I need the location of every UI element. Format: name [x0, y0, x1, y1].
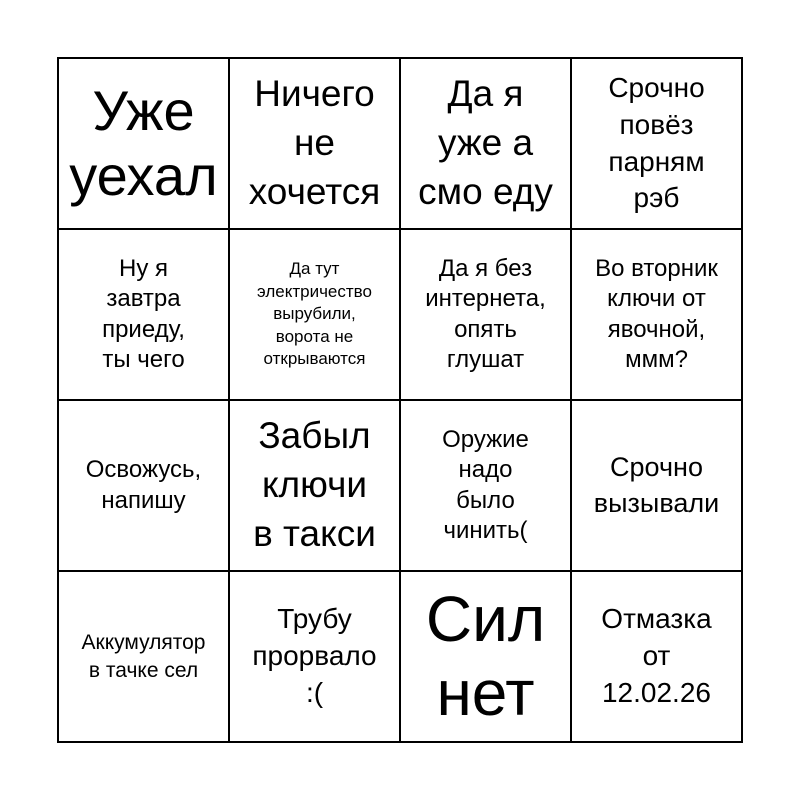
bingo-cell-text: Срочно повёз парням рэб — [608, 71, 705, 214]
bingo-card — [57, 57, 743, 743]
bingo-cell-2-4[interactable] — [572, 230, 743, 401]
bingo-cell-1-4[interactable] — [572, 59, 743, 230]
bingo-cell-3-1[interactable] — [59, 401, 230, 572]
bingo-cell-4-2[interactable] — [230, 572, 401, 743]
bingo-cell-4-3[interactable] — [401, 572, 572, 743]
bingo-cell-2-1[interactable] — [59, 230, 230, 401]
bingo-cell-3-3[interactable] — [401, 401, 572, 572]
bingo-cell-text: Отмазка от 12.02.26 — [601, 603, 712, 708]
bingo-cell-text: Да я без интернета, опять глушат — [425, 254, 546, 373]
bingo-cell-3-4[interactable] — [572, 401, 743, 572]
bingo-cell-1-3[interactable] — [401, 59, 572, 230]
bingo-cell-2-2[interactable] — [230, 230, 401, 401]
bingo-cell-3-2[interactable] — [230, 401, 401, 572]
bingo-cell-text: Аккумулятор в тачке сел — [81, 631, 206, 682]
bingo-cell-4-4[interactable] — [572, 572, 743, 743]
bingo-cell-2-3[interactable] — [401, 230, 572, 401]
bingo-cell-text: Оружие надо было чинить( — [442, 425, 529, 544]
bingo-cell-1-1[interactable] — [59, 59, 230, 230]
bingo-cell-text: Ну я завтра приеду, ты чего — [102, 254, 185, 373]
bingo-cell-text: Срочно вызывали — [593, 452, 720, 518]
bingo-cell-4-1[interactable] — [59, 572, 230, 743]
bingo-cell-text: Сил нет — [425, 582, 546, 729]
bingo-cell-text: Да тут электричество вырубили, ворота не открываются — [257, 259, 372, 369]
bingo-cell-text: Да я уже а смо еду — [418, 73, 553, 212]
bingo-cell-text: Забыл ключи в такси — [253, 415, 376, 554]
bingo-cell-text: Уже уехал — [69, 79, 218, 207]
bingo-cell-text: Трубу прорвало :( — [252, 603, 377, 708]
bingo-cell-text: Освожусь, напишу — [85, 456, 202, 514]
bingo-cell-text: Во вторник ключи от явочной, ммм? — [595, 254, 718, 373]
bingo-cell-1-2[interactable] — [230, 59, 401, 230]
bingo-cell-text: Ничего не хочется — [248, 73, 381, 212]
